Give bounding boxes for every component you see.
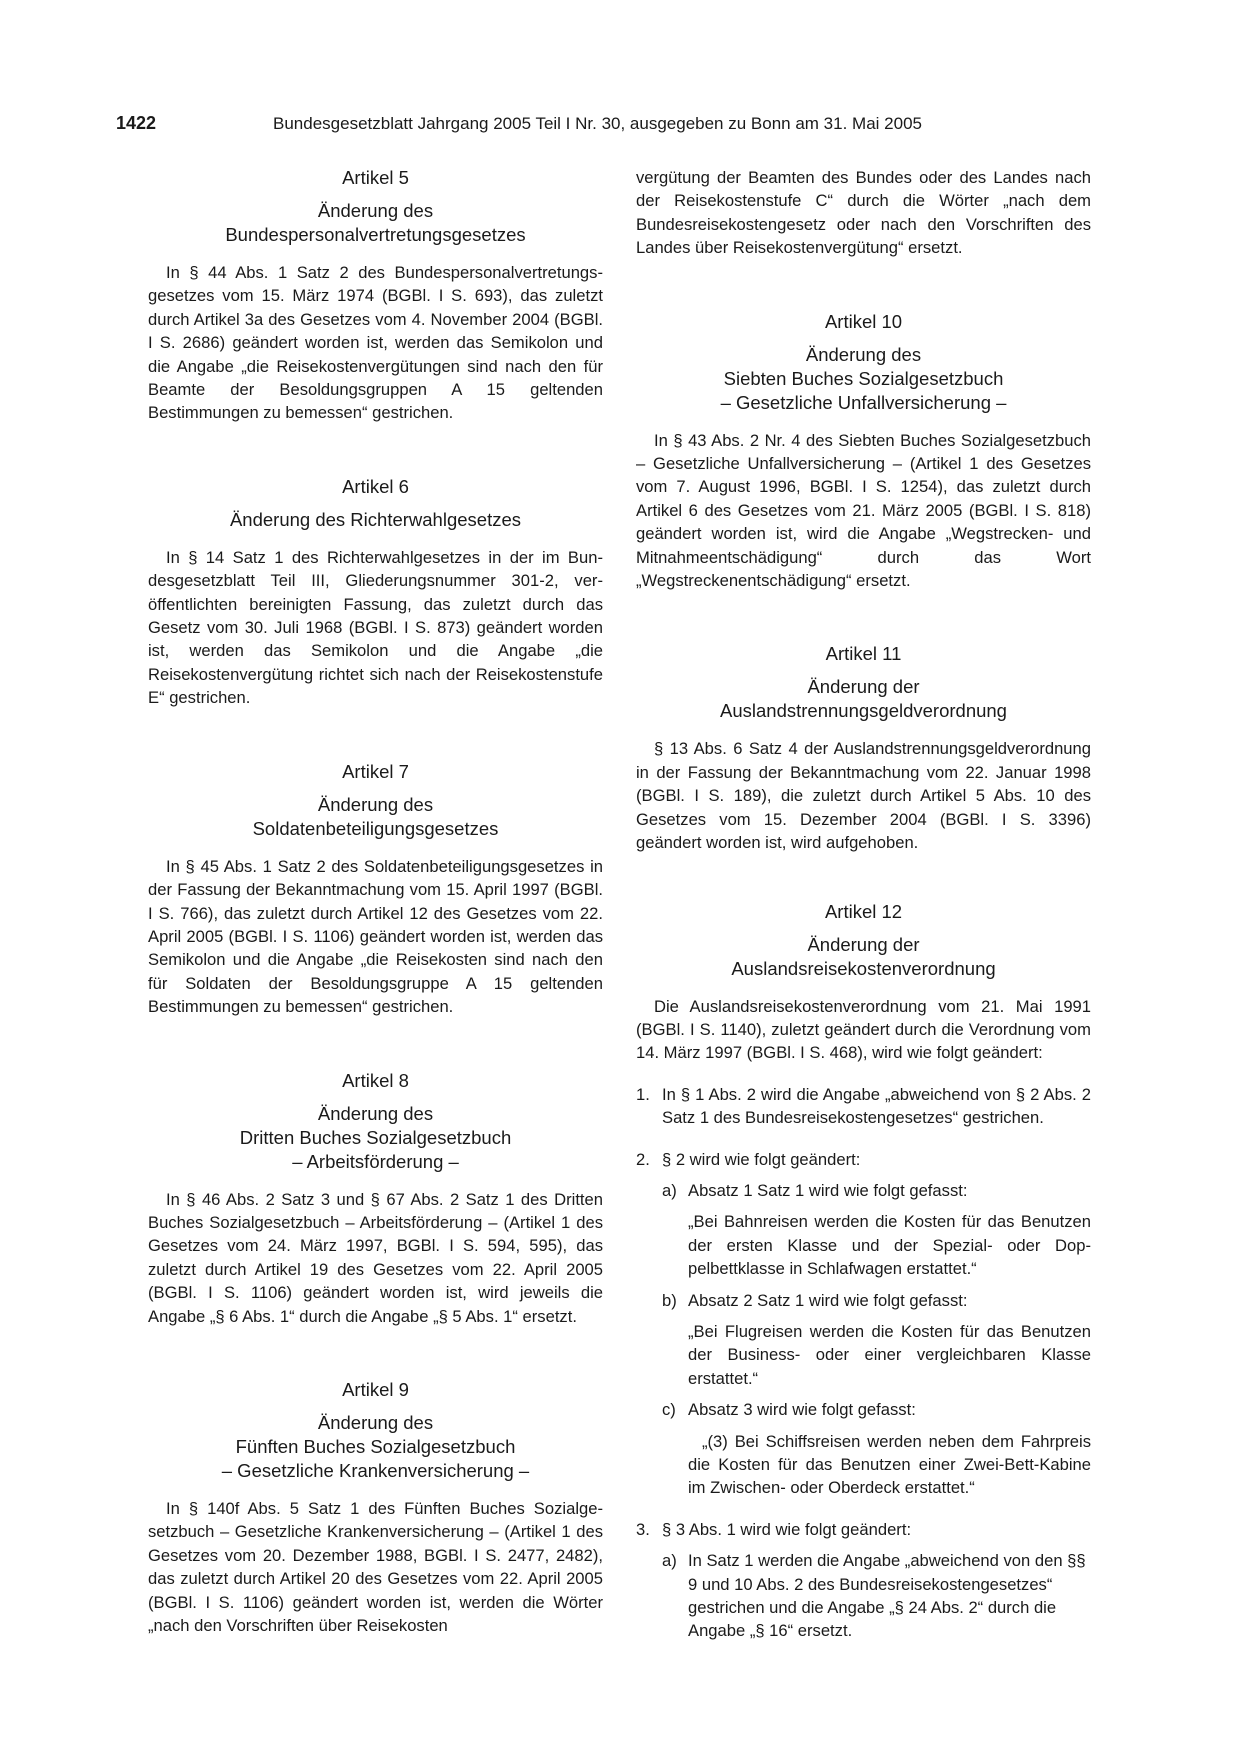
article-body: In § 140f Abs. 5 Satz 1 des Fünften Buches Sozialgesetzbuch – Gesetzliche Krankenversicherung – (Artikel 1 des Gesetzes vom 20. Dezember 1988, BGBl. I S. 2477, 2482), das zuletzt durch Artikel 20 des Gesetzes vom 22. April 2005 (BGBl. I S. 1106) geändert worden ist, werden die Wörter „nach den Vorschriften über Reisekosten [148, 1498, 603, 1635]
article-body: § 13 Abs. 6 Satz 4 der Auslandstrennungsgeldverordnung in der Fassung der Bekanntmachung vom 22. Januar 1998 (BGBl. I S. 189), die zuletzt durch Artikel 5 Abs. 10 des Gesetzes vom 15. Dezember 2004 (BGBl. I S. 3396) geändert worden ist, wird aufgehoben. [636, 739, 1091, 853]
article-title [148, 793, 603, 841]
article-number: Artikel 5 [342, 167, 409, 188]
article-10 [636, 310, 1091, 593]
article-title-line: Siebten Buches Sozialgesetzbuch [723, 367, 1004, 389]
article-9-continuation: vergütung der Beamten des Bundes oder des Landes nach der Reisekostenstufe C“ durch die Wörter „nach dem Bundesreisekostengesetz oder nach den Vorschriften des Landes über Reisekostenvergütung“ ersetzt. [636, 168, 1091, 258]
article-title [636, 343, 1091, 415]
quoted-text: „Bei Bahnreisen werden die Kosten für das Benutzen der ersten Klasse und der Spezial- oder Doppelbettklasse in Schlafwagen erstattet.“ [688, 1212, 1091, 1279]
article-title-line: – Gesetzliche Unfallversicherung – [720, 391, 1007, 413]
list-item-text: § 3 Abs. 1 wird wie folgt geändert: [662, 1519, 912, 1539]
article-title-line: Bundespersonalvertretungsgesetzes [225, 224, 526, 245]
article-title-line: Änderung des [317, 200, 434, 221]
article-body: In § 46 Abs. 2 Satz 3 und § 67 Abs. 2 Satz 1 des Dritten Buches Sozialgesetzbuch – Arbeitsförderung – (Artikel 1 des Gesetzes vom 24. März 1997, BGBl. I S. 594, 595), das zuletzt durch Artikel 19 des Gesetzes vom 22. April 2005 (BGBl. I S. 1106) geändert worden ist, wird jeweils die Angabe „§ 6 Abs. 1“ durch die Angabe „§ 5 Abs. 1“ ersetzt. [148, 1189, 603, 1326]
list-item-text: § 2 wird wie folgt geändert: [662, 1149, 861, 1169]
article-title-line: – Gesetzliche Krankenversicherung – [221, 1459, 530, 1481]
list-item [636, 1518, 1091, 1541]
article-number: Artikel 6 [342, 475, 409, 497]
article-title [148, 508, 603, 532]
article-title-line: Auslandstrennungsgeldverordnung [720, 700, 1007, 722]
sub-item [662, 1289, 1091, 1312]
article-title-line: Änderung des [805, 343, 922, 365]
running-title: Bundesgesetzblatt Jahrgang 2005 Teil I Nr. 30, ausgegeben zu Bonn am 31. Mai 2005 [273, 114, 922, 133]
article-5 [148, 166, 603, 425]
article-number: Artikel 8 [342, 1069, 409, 1091]
article-title-line: Änderung des [317, 1411, 434, 1433]
amendment-list [636, 1083, 1091, 1643]
article-7 [148, 760, 603, 1019]
list-marker: 1. [636, 1084, 650, 1104]
page-number: 1422 [116, 113, 157, 133]
article-8 [148, 1069, 603, 1328]
sub-item [662, 1549, 1091, 1643]
article-title [636, 933, 1091, 981]
list-item [636, 1148, 1091, 1171]
left-column [148, 166, 603, 1637]
article-title [148, 1411, 603, 1483]
sub-item-text: Absatz 3 wird wie folgt gefasst: [688, 1400, 916, 1420]
list-item-text: In § 1 Abs. 2 wird die Angabe „abweichend von § 2 Abs. 2 Satz 1 des Bundesreisekostengesetzes“ gestrichen. [662, 1084, 1091, 1128]
sub-item [662, 1398, 1091, 1421]
quoted-text: „Bei Flugreisen werden die Kosten für das Benutzen der Business- oder einer vergleichbaren Klasse erstattet.“ [688, 1321, 1091, 1388]
article-title-line: Änderung der [807, 933, 920, 955]
article-body: Die Auslandsreisekostenverordnung vom 21. Mai 1991 (BGBl. I S. 1140), zuletzt geändert durch die Verordnung vom 14. März 1997 (BGBl. I S. 468), wird wie folgt geändert: [636, 996, 1091, 1063]
article-body: In § 45 Abs. 1 Satz 2 des Soldatenbeteiligungsgesetzes in der Fassung der Bekanntmachung vom 15. April 1997 (BGBl. I S. 766), das zuletzt durch Artikel 12 des Gesetzes vom 22. April 2005 (BGBl. I S. 1106) geändert worden ist, werden das Semikolon und die Angabe „die Reisekosten sind nach den für Soldaten der Besoldungsgruppe A 15 geltenden Bestimmungen zu bemessen“ gestrichen. [148, 856, 603, 1017]
sub-item-marker: a) [662, 1551, 677, 1571]
list-item [636, 1083, 1091, 1130]
article-number: Artikel 9 [342, 1378, 409, 1400]
sub-item-text: Absatz 2 Satz 1 wird wie folgt gefasst: [688, 1290, 968, 1310]
article-title-line: Änderung des Richterwahlgesetzes [229, 508, 522, 530]
article-title [148, 1102, 603, 1174]
article-body: In § 43 Abs. 2 Nr. 4 des Siebten Buches Sozialgesetzbuch – Gesetzliche Unfallversicherung – (Artikel 1 des Gesetzes vom 7. August 1996, BGBl. I S. 1254), das zuletzt durch Artikel 6 des Gesetzes vom 21. März 2005 (BGBl. I S. 818) geändert worden ist, wird die Angabe „Wegstrecken- und Mitnahmeentschädigung“ durch das Wort „Wegstreckenentschädigung“ ersetzt. [636, 430, 1091, 591]
article-9 [148, 1378, 603, 1637]
list-marker: 3. [636, 1519, 650, 1539]
sub-item-marker: c) [662, 1400, 676, 1420]
article-title-line: – Arbeitsförderung – [292, 1150, 459, 1172]
article-number: Artikel 10 [824, 310, 903, 332]
right-column [636, 166, 1091, 1643]
list-marker: 2. [636, 1149, 650, 1169]
quoted-text: „(3) Bei Schiffsreisen werden neben dem Fahrpreis die Kosten für das Benutzen einer Zwei-Bett-Kabine im Zwischen- oder Oberdeck erstattet.“ [688, 1431, 1091, 1498]
sub-item [662, 1179, 1091, 1202]
article-title-line: Änderung des [317, 1102, 434, 1124]
article-title-line: Fünften Buches Sozialgesetzbuch [235, 1435, 516, 1457]
article-title-line: Änderung des [317, 793, 434, 815]
article-11 [636, 642, 1091, 854]
article-title-line: Soldatenbeteiligungsgesetzes [252, 817, 499, 839]
sub-item-marker: a) [662, 1180, 677, 1200]
article-title-line: Dritten Buches Sozialgesetzbuch [239, 1126, 512, 1148]
sub-item-text: Absatz 1 Satz 1 wird wie folgt gefasst: [688, 1180, 968, 1200]
sub-item-text: In Satz 1 werden die Angabe „abweichend von den §§ 9 und 10 Abs. 2 des Bundesreisekostengesetzes“ gestrichen und die Angabe „§ 24 Abs. 2“ durch die Angabe „§ 16“ ersetzt. [688, 1551, 1086, 1641]
article-title-line: Änderung der [807, 676, 920, 698]
article-body: In § 44 Abs. 1 Satz 2 des Bundespersonalvertretungsgesetzes vom 15. März 1974 (BGBl. I S. 693), das zuletzt durch Artikel 3a des Gesetzes vom 4. November 2004 (BGBl. I S. 2686) geändert worden ist, werden das Semikolon und die Angabe „die Reisekostenvergütungen sind nach den für Beamte der Besoldungsgruppen A 15 geltenden Bestimmungen zu bemessen“ gestrichen. [148, 263, 603, 423]
sub-item-marker: b) [662, 1290, 677, 1310]
article-6 [148, 475, 603, 710]
running-header [0, 113, 1244, 137]
article-number: Artikel 7 [342, 760, 409, 782]
article-body: In § 14 Satz 1 des Richterwahlgesetzes in der im Bundesgesetzblatt Teil III, Gliederungsnummer 301-2, veröffentlichten bereinigten Fassung, das zuletzt durch das Gesetz vom 30. Juli 1968 (BGBl. I S. 873) geändert worden ist, werden das Semikolon und die Angabe „die Reisekostenvergütung richtet sich nach der Reisekostenstufe E“ gestrichen. [148, 547, 603, 708]
article-12 [636, 900, 1091, 1643]
article-number: Artikel 11 [825, 643, 902, 665]
article-title [148, 199, 603, 247]
article-number: Artikel 12 [824, 900, 903, 922]
article-title-line: Auslandsreisekostenverordnung [731, 957, 996, 979]
article-title [636, 675, 1091, 723]
